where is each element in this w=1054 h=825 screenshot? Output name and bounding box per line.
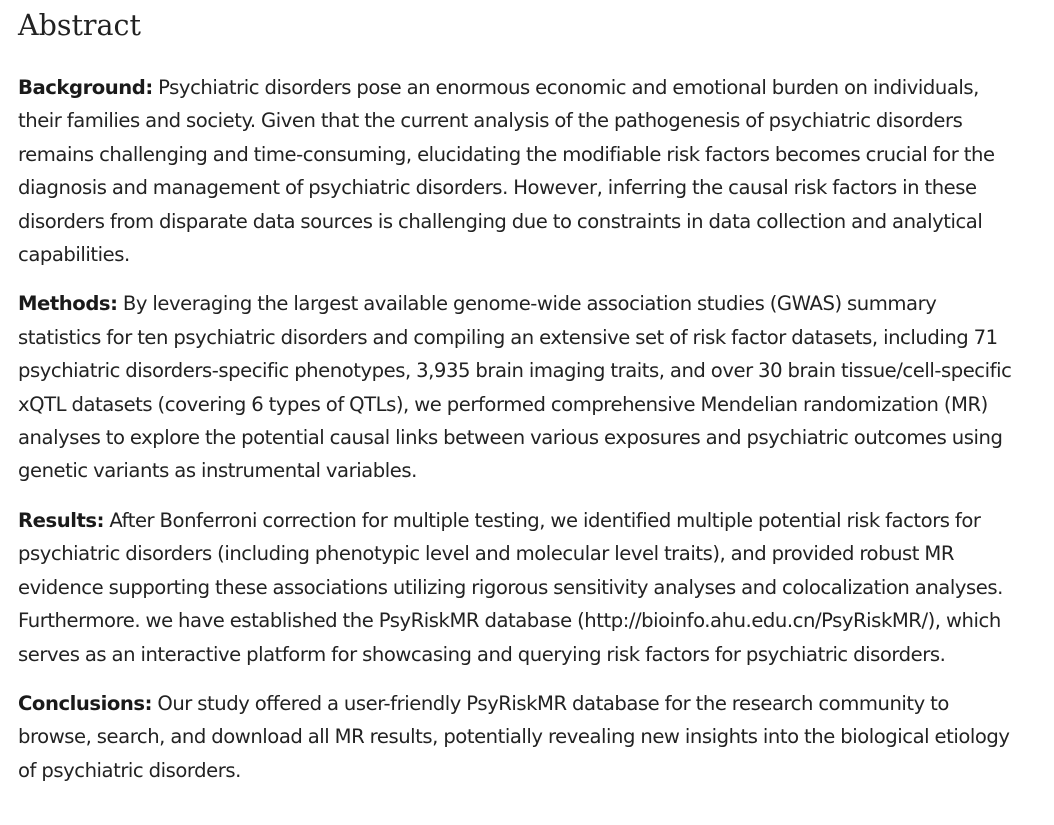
results-paragraph [18, 504, 1018, 671]
abstract-title: Abstract [18, 9, 141, 42]
background-label: Background: [18, 76, 153, 99]
results-label: Results: [18, 508, 104, 532]
abstract-body [18, 71, 1018, 787]
conclusions-text: Our study offered a user-friendly PsyRiskMR database for the research community to browse, search, and download all MR results, potentially revealing new insights into the biological etiology of psychiatric disorders. [18, 691, 1010, 782]
background-text: Psychiatric disorders pose an enormous economic and emotional burden on individuals, their families and society. Given that the current analysis of the pathogenesis of psychiatric disorders remains challenging and time-consuming, elucidating the modifiable risk factors becomes crucial for the diagnosis and management of psychiatric disorders. However, inferring the causal risk factors in these disorders from disparate data sources is challenging due to constraints in data collection and analytical capabilities. [18, 76, 995, 267]
background-paragraph [18, 71, 1018, 271]
methods-text: By leveraging the largest available genome-wide association studies (GWAS) summary statistics for ten psychiatric disorders and compiling an extensive set of risk factor datasets, including 71 psychiatric disorders-specific phenotypes, 3,935 brain imaging traits, and over 30 brain tissue/cell-specific xQTL datasets (covering 6 types of QTLs), we performed comprehensive Mendelian randomization (MR) analyses to explore the potential causal links between various exposures and psychiatric outcomes using genetic variants as instrumental variables. [18, 292, 1012, 483]
conclusions-label: Conclusions: [18, 691, 152, 715]
abstract-container [18, 6, 1018, 803]
results-text: After Bonferroni correction for multiple testing, we identified multiple potential risk factors for psychiatric disorders (including phenotypic level and molecular level traits), and provided robust MR evidence supporting these associations utilizing rigorous sensitivity analyses and colocalization analyses. Furthermore. we have established the PsyRiskMR database (http://bioinfo.ahu.edu.cn/PsyRiskMR/), which serves as an interactive platform for showcasing and querying risk factors for psychiatric disorders. [18, 508, 1003, 666]
methods-label: Methods: [18, 292, 118, 316]
methods-paragraph [18, 287, 1018, 487]
conclusions-paragraph [18, 687, 1018, 787]
